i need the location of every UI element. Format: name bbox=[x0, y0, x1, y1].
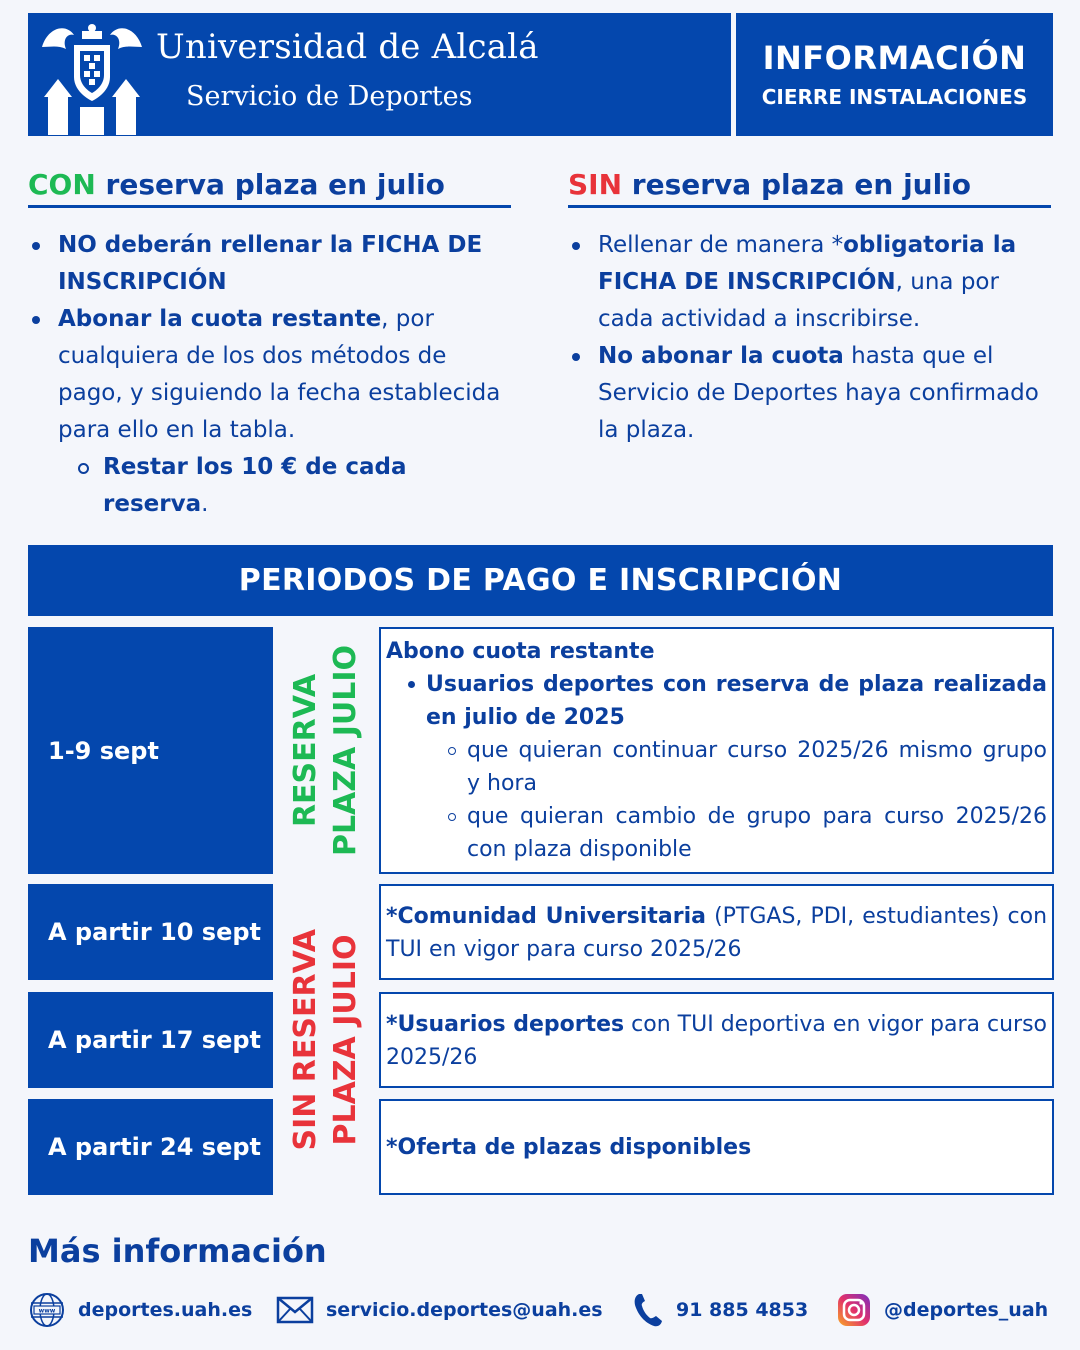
instagram-text: @deportes_uah bbox=[884, 1299, 1049, 1321]
detail-text: con TUI deportiva en vigor para curso 2025/26 bbox=[386, 1012, 1047, 1070]
sin-item-2-post: hasta que el Servicio de Deportes haya confirmado la plaza. bbox=[598, 343, 1039, 443]
date-label: A partir 24 sept bbox=[48, 1133, 261, 1161]
phone-text: 91 885 4853 bbox=[676, 1299, 809, 1321]
con-item-1-bold: NO deberán rellenar la FICHA DE INSCRIPCIÓN bbox=[58, 232, 483, 295]
sin-item-1-pre: Rellenar de manera * bbox=[598, 232, 844, 258]
con-subitem-bold: Restar los 10 € de cada reserva bbox=[103, 454, 407, 517]
phone-icon bbox=[632, 1292, 664, 1328]
con-reserva-list bbox=[28, 227, 511, 523]
phone-link[interactable] bbox=[632, 1288, 808, 1332]
website-link[interactable] bbox=[28, 1288, 252, 1332]
sin-item-1-post: , una por cada actividad a inscribirse. bbox=[598, 269, 999, 332]
list-item bbox=[568, 338, 1051, 449]
con-heading-rest: reserva plaza en julio bbox=[95, 168, 445, 201]
con-item-2-bold: Abonar la cuota restante bbox=[58, 306, 382, 332]
list-item: Usuarios deportes con reserva de plaza realizada en julio de 2025 bbox=[386, 668, 1047, 734]
info-subtitle: CIERRE INSTALACIONES bbox=[761, 85, 1028, 109]
detail-box-4 bbox=[379, 1099, 1054, 1195]
con-heading-underline bbox=[28, 205, 511, 208]
periods-banner: PERIODOS DE PAGO E INSCRIPCIÓN bbox=[28, 545, 1053, 616]
list-subitem: que quieran cambio de grupo para curso 2025/26 con plaza disponible bbox=[386, 800, 1047, 866]
list-subitem: que quieran continuar curso 2025/26 mismo grupo y hora bbox=[386, 734, 1047, 800]
list-item bbox=[568, 227, 1051, 338]
sin-item-1-bold: obligatoria la FICHA DE INSCRIPCIÓN bbox=[598, 232, 1017, 295]
date-label: A partir 10 sept bbox=[48, 918, 261, 946]
email-text: servicio.deportes@uah.es bbox=[326, 1299, 603, 1321]
detail-title: Abono cuota restante bbox=[386, 639, 655, 664]
info-title: INFORMACIÓN bbox=[762, 39, 1027, 77]
email-link[interactable] bbox=[276, 1288, 603, 1332]
con-subitem-text: . bbox=[201, 491, 209, 517]
sin-heading-underline bbox=[568, 205, 1051, 208]
list-item bbox=[28, 301, 511, 449]
group-con-line1: RESERVA bbox=[288, 673, 323, 828]
instagram-link[interactable] bbox=[836, 1288, 1048, 1332]
header-banner bbox=[28, 13, 731, 136]
group-sin-line1: SIN RESERVA bbox=[288, 928, 323, 1151]
www-badge: www bbox=[38, 1307, 56, 1315]
website-text: deportes.uah.es bbox=[78, 1299, 253, 1321]
university-crest-icon bbox=[36, 17, 148, 135]
sin-reserva-section bbox=[568, 168, 1051, 449]
sin-heading-rest: reserva plaza en julio bbox=[622, 168, 972, 201]
con-reserva-heading bbox=[28, 168, 511, 201]
list-subitem bbox=[28, 449, 511, 523]
instagram-icon bbox=[836, 1292, 872, 1328]
group-con-line2: PLAZA JULIO bbox=[328, 644, 363, 857]
service-name: Servicio de Deportes bbox=[186, 81, 473, 112]
detail-bold: *Comunidad Universitaria bbox=[386, 904, 707, 929]
detail-text: (PTGAS, PDI, estudiantes) con TUI en vigor para curso 2025/26 bbox=[386, 904, 1048, 962]
sin-reserva-list bbox=[568, 227, 1051, 449]
date-box-2 bbox=[28, 884, 273, 980]
detail-list bbox=[386, 668, 1047, 866]
con-item-2-text: , por cualquiera de los dos métodos de pago, y siguiendo la fecha establecida para ello en la tabla. bbox=[58, 306, 501, 443]
sin-reserva-heading bbox=[568, 168, 1051, 201]
detail-bold: *Oferta de plazas disponibles bbox=[386, 1134, 752, 1160]
university-name: Universidad de Alcalá bbox=[156, 27, 539, 67]
date-box-1 bbox=[28, 627, 273, 874]
list-item bbox=[28, 227, 511, 301]
sin-item-2-bold: No abonar la cuota bbox=[598, 343, 844, 369]
more-info-title: Más información bbox=[28, 1232, 327, 1270]
group-label-reserva bbox=[283, 627, 369, 874]
date-box-3 bbox=[28, 992, 273, 1088]
detail-box-2 bbox=[379, 884, 1054, 980]
group-label-sin-reserva bbox=[283, 884, 369, 1195]
info-banner bbox=[736, 13, 1053, 136]
envelope-icon bbox=[276, 1295, 314, 1325]
sin-word: SIN bbox=[568, 168, 623, 201]
detail-box-1 bbox=[379, 627, 1054, 874]
date-box-4 bbox=[28, 1099, 273, 1195]
group-sin-line2: PLAZA JULIO bbox=[328, 933, 363, 1146]
detail-bold: *Usuarios deportes bbox=[386, 1012, 625, 1037]
date-label: A partir 17 sept bbox=[48, 1026, 261, 1054]
con-reserva-section bbox=[28, 168, 511, 523]
detail-box-3 bbox=[379, 992, 1054, 1088]
date-label: 1-9 sept bbox=[48, 736, 159, 765]
con-word: CON bbox=[28, 168, 96, 201]
globe-icon bbox=[28, 1291, 66, 1329]
